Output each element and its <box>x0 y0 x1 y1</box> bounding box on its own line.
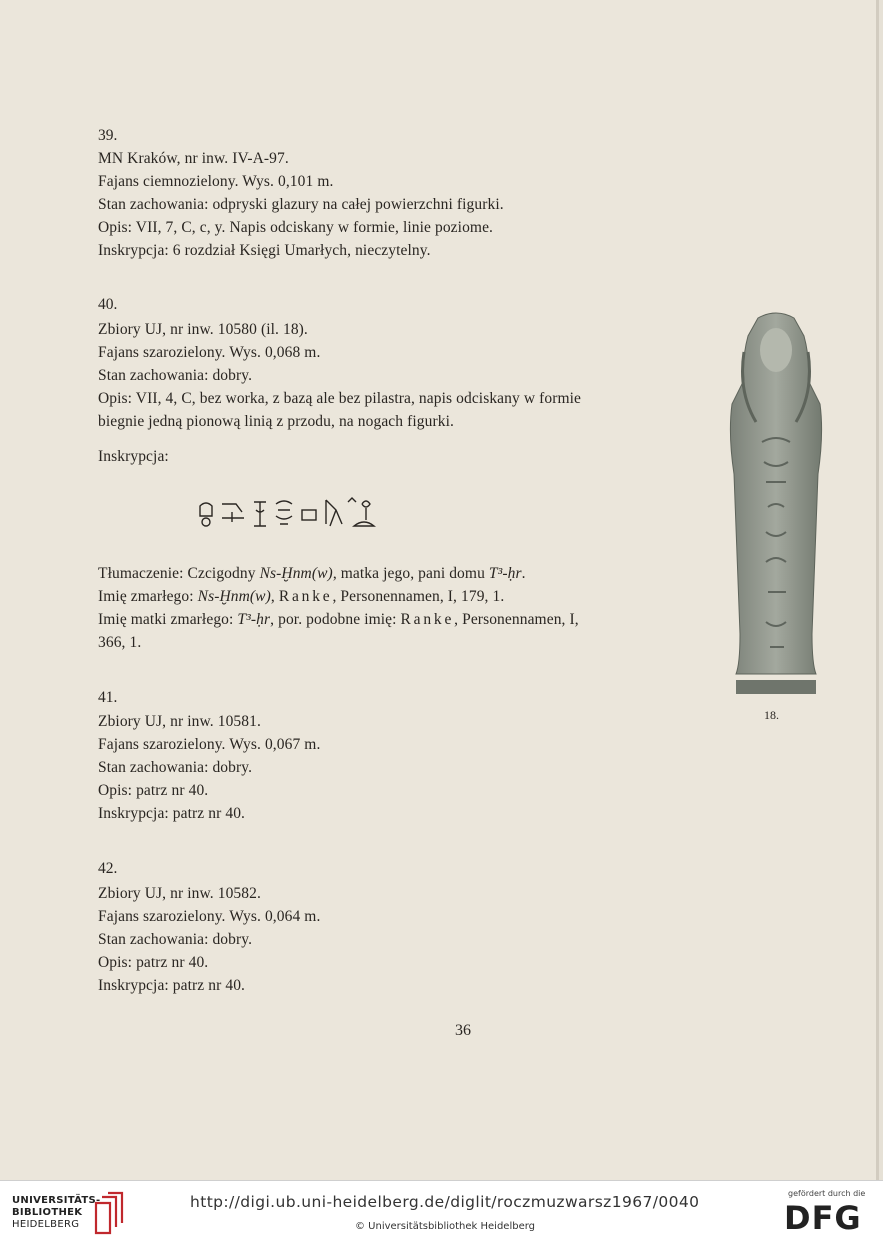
deceased-name-ref: , Personennamen, I, 179, 1. <box>332 588 505 605</box>
document-url-link[interactable]: http://digi.ub.uni-heidelberg.de/diglit/roczmuzwarsz1967/0040 <box>190 1193 700 1211</box>
entry-40-line: biegnie jedną pionową linią z przodu, na nogach figurki. <box>98 413 454 430</box>
entry-42-line: Zbiory UJ, nr inw. 10582. <box>98 885 261 902</box>
entry-40-translation <box>98 563 526 585</box>
entry-39-line: Inskrypcja: 6 rozdział Księgi Umarłych, nieczytelny. <box>98 242 431 259</box>
entry-40-line: Opis: VII, 4, C, bez worka, z bazą ale bez pilastra, napis odciskany w formie <box>98 390 582 407</box>
dfg-tagline: gefördert durch die <box>788 1189 866 1198</box>
entry-40-inscription-label: Inskrypcja: <box>98 448 169 465</box>
mother-name-ref: , Personennamen, I, <box>454 611 579 628</box>
entry-39-line: Stan zachowania: odpryski glazury na całej powierzchni figurki. <box>98 196 504 213</box>
dfg-logo[interactable] <box>772 1189 876 1239</box>
entry-42-line: Fajans szarozielony. Wys. 0,064 m. <box>98 908 321 925</box>
viewer-footer <box>0 1180 883 1244</box>
library-name-line2: BIBLIOTHEK <box>12 1207 83 1218</box>
entry-41-line: Zbiory UJ, nr inw. 10581. <box>98 713 261 730</box>
dfg-wordmark: DFG <box>784 1199 862 1237</box>
entry-40-number: 40. <box>98 296 118 313</box>
mother-name-author: Ranke <box>400 611 455 628</box>
entry-40-mother-name-cont: 366, 1. <box>98 634 142 651</box>
mother-name-value: T³-ḥr <box>237 611 271 628</box>
entry-41-line: Inskrypcja: patrz nr 40. <box>98 805 246 822</box>
entry-41-line: Stan zachowania: dobry. <box>98 759 253 776</box>
entry-40-line: Stan zachowania: dobry. <box>98 367 253 384</box>
mother-name-text: , por. podobne imię: <box>270 611 397 628</box>
translation-name-2: T³-ḥr <box>488 565 522 582</box>
entry-39-line: Opis: VII, 7, C, c, y. Napis odciskany w formie, linie poziome. <box>98 219 494 236</box>
entry-40-line: Zbiory UJ, nr inw. 10580 (il. 18). <box>98 321 308 338</box>
deceased-name-label: Imię zmarłego: <box>98 588 194 605</box>
translation-text-after: . <box>521 565 526 582</box>
mother-name-label: Imię matki zmarłego: <box>98 611 234 628</box>
entry-42-line: Inskrypcja: patrz nr 40. <box>98 977 246 994</box>
translation-text-before: Czcigodny <box>187 565 256 582</box>
entry-41-line: Fajans szarozielony. Wys. 0,067 m. <box>98 736 321 753</box>
entry-40-mother-name <box>98 609 579 631</box>
library-emblem-icon <box>90 1191 126 1237</box>
entry-40-deceased-name: Imię zmarłego: Ns-Ḫnm(w), Ranke, Personennamen, I, 179, 1. <box>98 588 505 605</box>
library-logo[interactable] <box>12 1191 182 1237</box>
entry-42-line: Opis: patrz nr 40. <box>98 954 209 971</box>
deceased-name-value: Ns-Ḫnm(w) <box>197 588 271 605</box>
entry-39-number: 39. <box>98 127 118 144</box>
entry-41-line: Opis: patrz nr 40. <box>98 782 209 799</box>
translation-name-1: Ns-Ḫnm(w) <box>259 565 333 582</box>
entry-42-number: 42. <box>98 860 118 877</box>
copyright-text: © Universitätsbibliothek Heidelberg <box>355 1221 536 1232</box>
ushabti-figurine-image <box>722 312 830 698</box>
hieroglyph-inscription-icon <box>196 496 396 530</box>
entry-42-line: Stan zachowania: dobry. <box>98 931 253 948</box>
library-name-line1: UNIVERSITÄTS- <box>12 1195 101 1206</box>
translation-label: Tłumaczenie: <box>98 565 184 582</box>
page-number: 36 <box>455 1022 471 1039</box>
entry-39-line: Fajans ciemnozielony. Wys. 0,101 m. <box>98 173 334 190</box>
entry-40-line: Fajans szarozielony. Wys. 0,068 m. <box>98 344 321 361</box>
entry-41-number: 41. <box>98 689 118 706</box>
figure-caption: 18. <box>764 708 779 722</box>
deceased-name-author: Ranke <box>278 588 333 605</box>
translation-text-middle: , matka jego, pani domu <box>332 565 485 582</box>
library-name-line3: HEIDELBERG <box>12 1219 80 1230</box>
entry-39-line: MN Kraków, nr inw. IV-A-97. <box>98 150 289 167</box>
